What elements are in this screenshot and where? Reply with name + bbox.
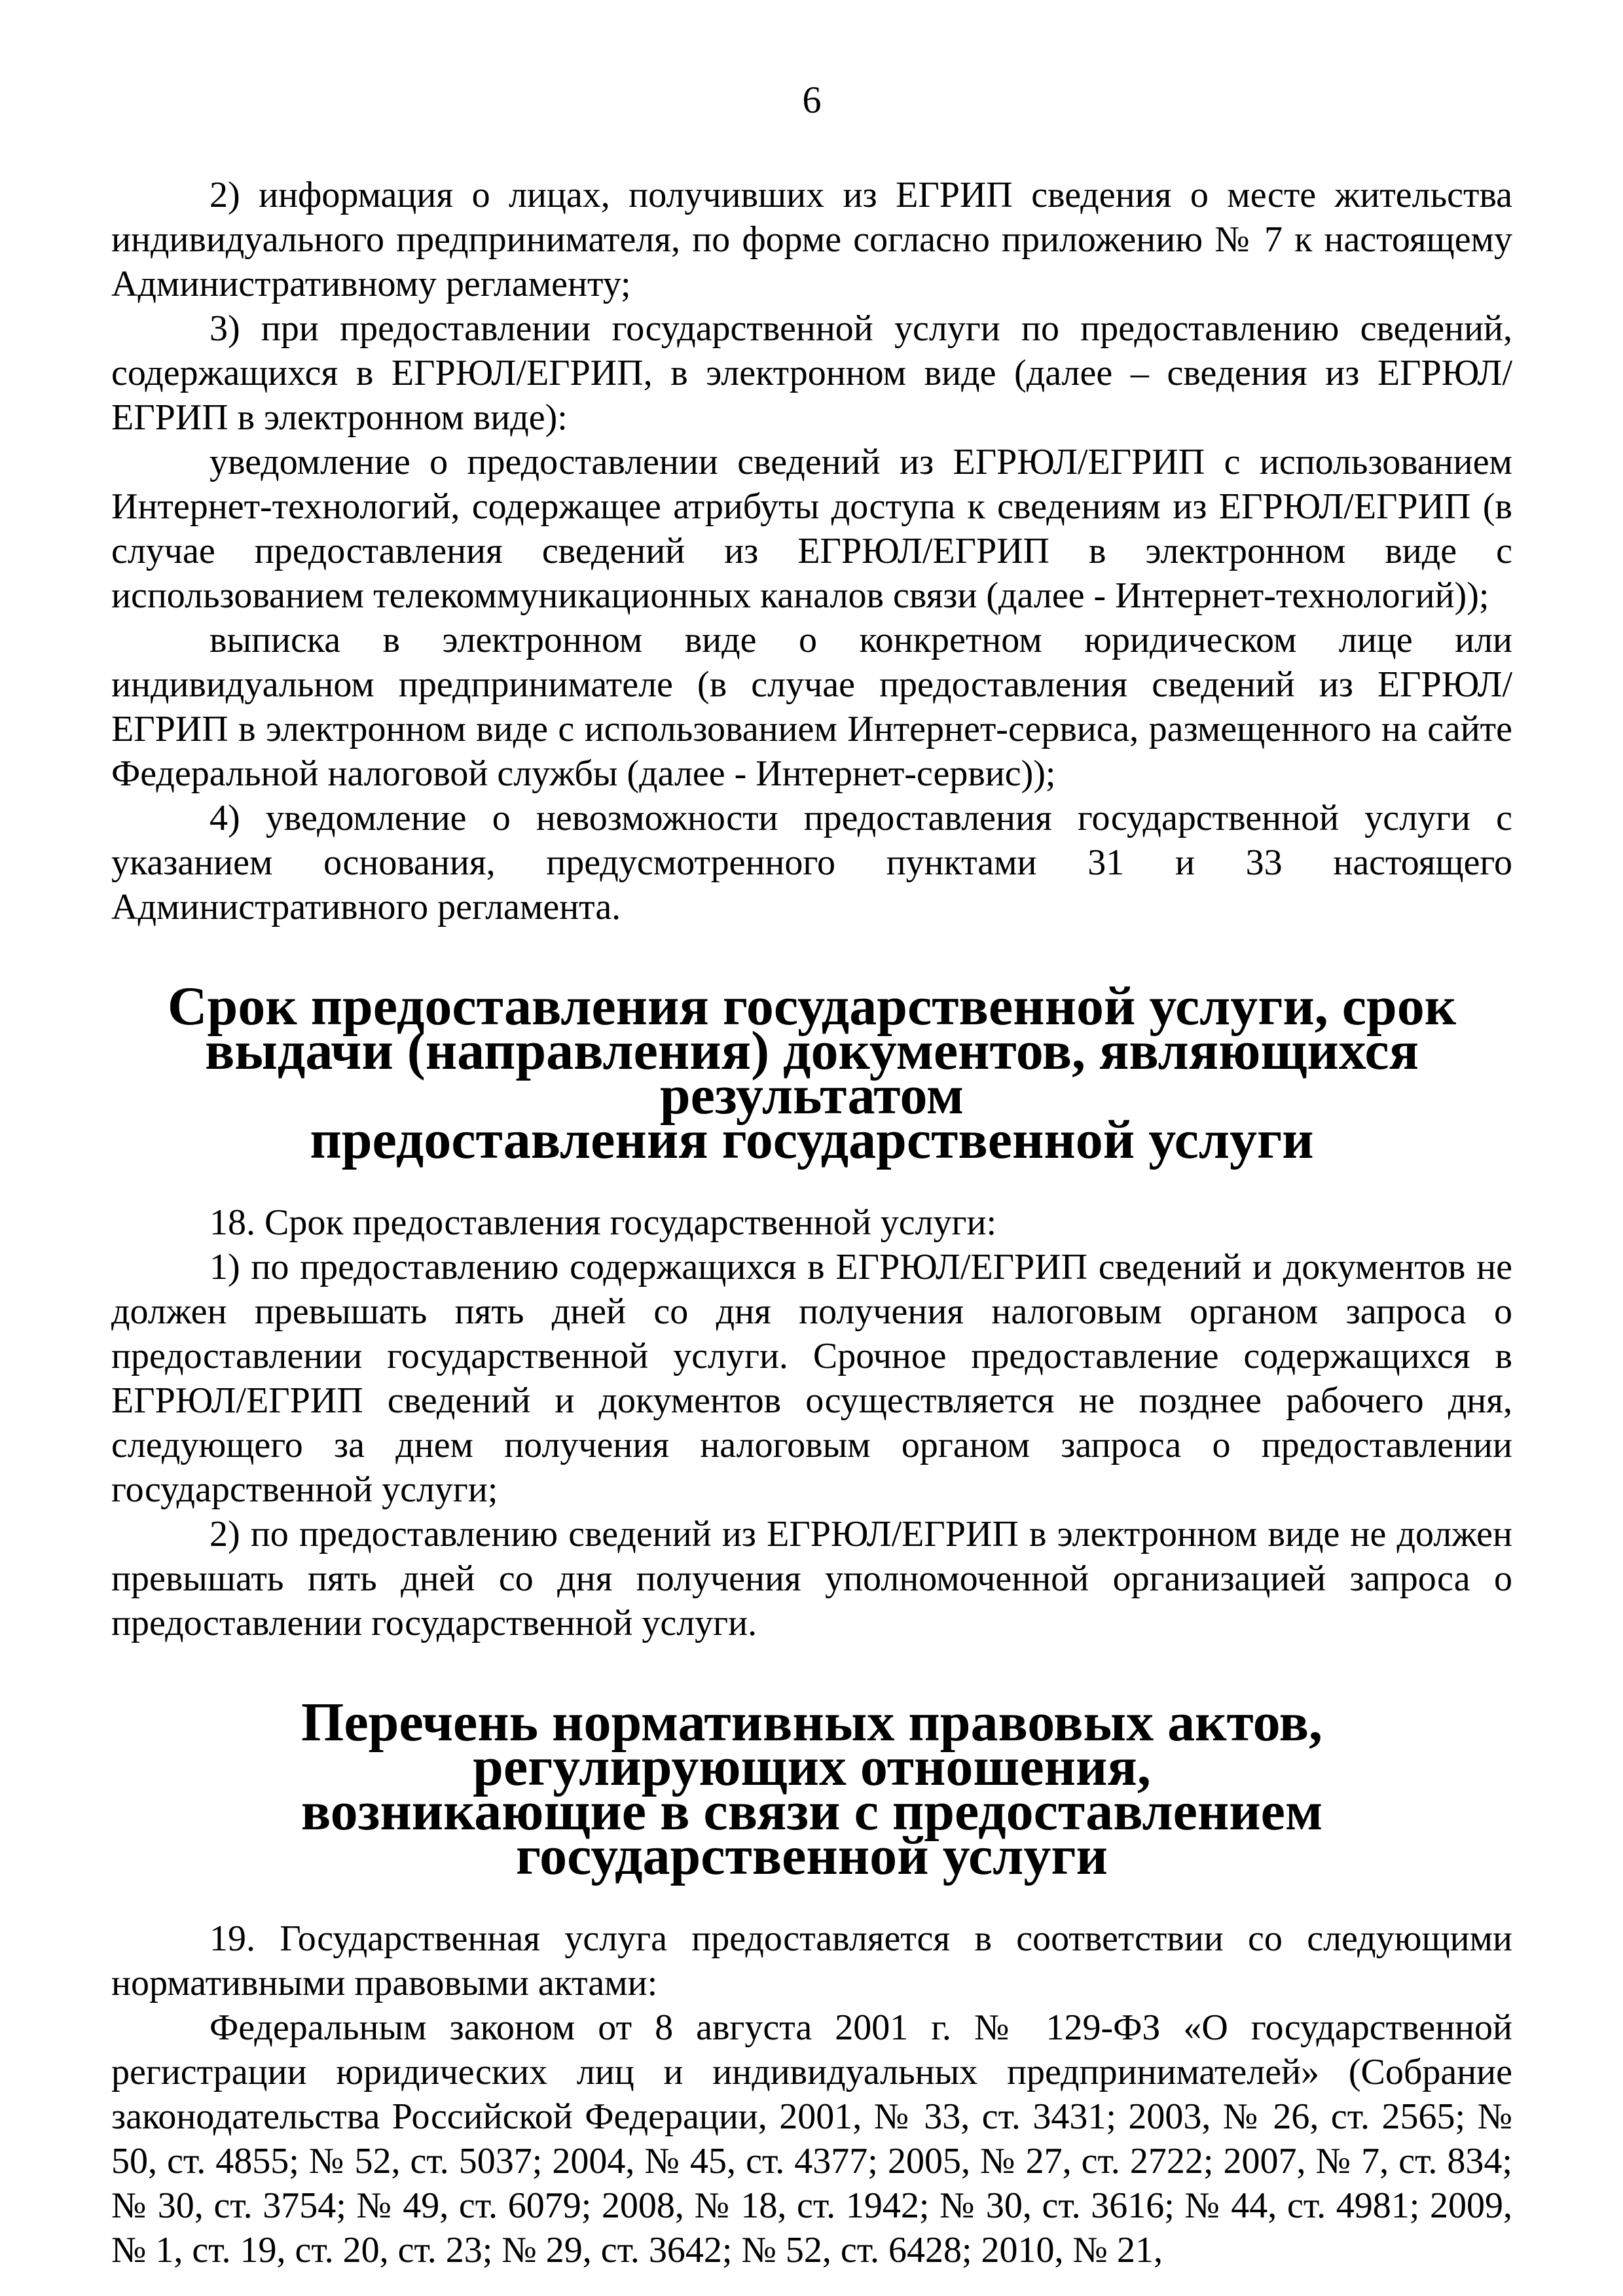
paragraph-extract: выписка в электронном виде о конкретном юридическом лице или индивидуальном предпринимателе (в случае предоставления сведений из ЕГРЮЛ/ЕГРИП в электронном виде с использованием Интернет-сервиса, размещенного на сайте Федеральной налоговой службы (далее - Интернет-сервис)); [111,620,1512,794]
heading-line: предоставления государственной услуги [310,1109,1314,1170]
paragraph-19: 19. Государственная услуга предоставляется в соответствии со следующими нормативными правовыми актами: [111,1918,1512,2003]
section-heading-term [111,976,1512,1170]
heading-line: возникающие в связи с предоставлением государственной услуги [301,1781,1323,1886]
paragraph-item-2-info: 2) информация о лицах, получивших из ЕГРИП сведения о месте жительства индивидуального предпринимателя, по форме согласно приложению № 7 к настоящему Административному регламенту; [111,175,1512,304]
paragraph-federal-law: Федеральным законом от 8 августа 2001 г. № 129-ФЗ «О государственной регистрации юридических лиц и индивидуальных предпринимателей» (Собрание законодательства Российской Федерации, 2001, № 33, ст. 3431; 2003, № 26, ст. 2565; № 50, ст. 4855; № 52, ст. 5037; 2004, № 45, ст. 4377; 2005, № 27, ст. 2722; 2007, № 7, ст. 834; № 30, ст. 3754; № 49, ст. 6079; 2008, № 18, ст. 1942; № 30, ст. 3616; № 44, ст. 4981; 2009, № 1, ст. 19, ст. 20, ст. 23; № 29, ст. 3642; № 52, ст. 6428; 2010, № 21, [111,2007,1512,2270]
paragraph-18: 18. Срок предоставления государственной услуги: [210,1202,997,1243]
heading-line: Перечень нормативных правовых актов, регулирующих отношения, [301,1692,1322,1797]
paragraph-item-3-electronic: 3) при предоставлении государственной услуги по предоставлению сведений, содержащихся в ЕГРЮЛ/ЕГРИП, в электронном виде (далее – сведения из ЕГРЮЛ/ЕГРИП в электронном виде): [111,308,1512,438]
paragraph-18-item-2: 2) по предоставлению сведений из ЕГРЮЛ/ЕГРИП в электронном виде не должен превышать пять дней со дня получения уполномоченной организацией запроса о предоставлении государственной услуги. [111,1514,1512,1643]
paragraph-18-item-1: 1) по предоставлению содержащихся в ЕГРЮЛ/ЕГРИП сведений и документов не должен превышать пять дней со дня получения налоговым органом запроса о предоставлении государственной услуги. Срочное предоставление содержащихся в ЕГРЮЛ/ЕГРИП сведений и документов осуществляется не позднее рабочего дня, следующего за днем получения налоговым органом запроса о предоставлении государственной услуги; [111,1247,1512,1510]
section-heading-legal-acts [111,1692,1512,1886]
paragraph-notification: уведомление о предоставлении сведений из ЕГРЮЛ/ЕГРИП с использованием Интернет-технологий, содержащее атрибуты доступа к сведениям из ЕГРЮЛ/ЕГРИП (в случае предоставления сведений из ЕГРЮЛ/ЕГРИП в электронном виде с использованием телекоммуникационных каналов связи (далее - Интернет-технологий)); [111,442,1512,616]
document-page [111,0,1512,2296]
heading-line: Срок предоставления государственной услуги, срок [167,976,1457,1037]
page-number: 6 [802,79,822,121]
heading-line: выдачи (направления) документов, являющихся результатом [204,1020,1419,1126]
document-body [111,173,1512,2272]
paragraph-item-4-refusal: 4) уведомление о невозможности предоставления государственной услуги с указанием основания, предусмотренного пунктами 31 и 33 настоящего Административного регламента. [111,798,1512,927]
